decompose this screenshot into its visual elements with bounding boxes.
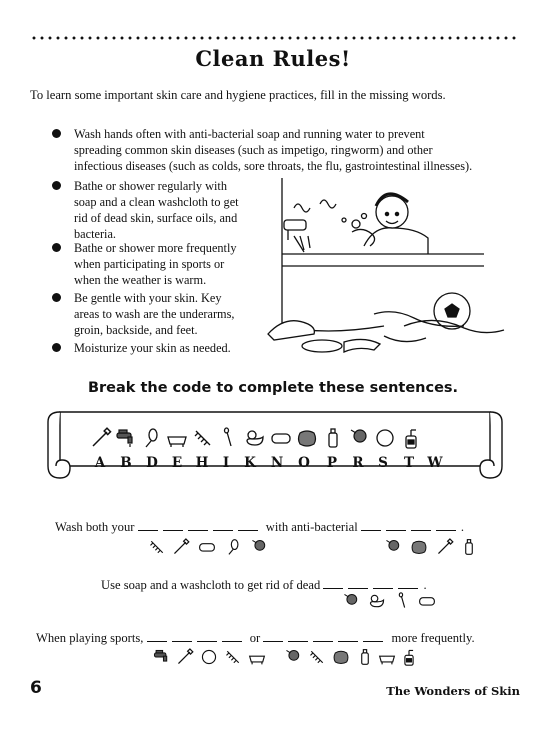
code-letter: I — [222, 455, 230, 471]
comb-icon — [192, 427, 214, 449]
rubber-duck-icon — [368, 592, 386, 610]
sentence-text: Use soap and a washcloth to get rid of dead — [101, 578, 321, 592]
shampoo-bottle-icon — [322, 427, 344, 449]
sentence-text: . — [460, 520, 465, 534]
bullet-line: spreading common skin diseases (such as impetigo, ringworm) and other — [74, 143, 433, 157]
bullet-line: when the weather is warm. — [74, 273, 207, 287]
code-letter: W — [427, 455, 443, 471]
toothbrush-icon — [436, 538, 454, 556]
answer-blank[interactable] — [411, 520, 431, 531]
bathtub-icon — [166, 427, 188, 449]
answer-blank[interactable] — [163, 520, 183, 531]
answer-blank[interactable] — [363, 631, 383, 642]
comb-icon — [148, 538, 166, 556]
answer-blank[interactable] — [138, 520, 158, 531]
answer-blank[interactable] — [188, 520, 208, 531]
soap-bar-icon — [198, 538, 216, 556]
code-letter: R — [352, 455, 364, 471]
code-letter: N — [270, 455, 284, 471]
shower-head-icon — [250, 538, 268, 556]
shower-head-icon — [348, 427, 370, 449]
bullet-dot — [52, 293, 61, 302]
answer-blank[interactable] — [436, 520, 456, 531]
answer-blank[interactable] — [348, 578, 368, 589]
sentence-2 — [101, 578, 427, 593]
faucet-icon — [152, 648, 170, 666]
sponge-icon — [332, 648, 350, 666]
sponge-icon — [296, 427, 318, 449]
intro-text: To learn some important skin care and hygiene practices, fill in the missing words. — [30, 88, 446, 102]
pump-bottle-icon — [400, 648, 418, 666]
sentence-text: When playing sports, — [36, 631, 144, 645]
bullet-line: areas to wash are the underarms, — [74, 307, 235, 321]
answer-blank[interactable] — [197, 631, 217, 642]
answer-blank[interactable] — [147, 631, 167, 642]
page-number: 6 — [30, 678, 42, 698]
bullet-line: Be gentle with your skin. Key — [74, 291, 222, 305]
comb-icon — [308, 648, 326, 666]
sentence-text: . — [423, 578, 427, 592]
code-letter: E — [171, 455, 183, 471]
shampoo-bottle-icon — [460, 538, 478, 556]
bullet-line: bacteria. — [74, 227, 116, 241]
bullet-dot — [52, 129, 61, 138]
sponge-icon — [410, 538, 428, 556]
bathtub-icon — [378, 648, 396, 666]
bullet-line: Moisturize your skin as needed. — [74, 341, 231, 355]
code-letter: A — [94, 455, 106, 471]
sentence-3 — [36, 631, 475, 646]
sentence-text: Wash both your — [55, 520, 135, 534]
code-letter: K — [244, 455, 256, 471]
bullet-line: Bathe or shower more frequently — [74, 241, 237, 255]
bath-bead-icon — [200, 648, 218, 666]
answer-blank[interactable] — [386, 520, 406, 531]
bullet-line: Wash hands often with anti-bacterial soap and running water to prevent — [74, 127, 425, 141]
code-letter: O — [298, 455, 310, 471]
toothbrush-icon — [172, 538, 190, 556]
bullet-line: infectious diseases (such as colds, sore throats, the flu, gastrointestinal illnesses). — [74, 159, 473, 173]
sentence-text: more frequently. — [391, 631, 475, 645]
toothbrush-icon — [176, 648, 194, 666]
code-letter: B — [120, 455, 132, 471]
sentence-text: with anti-bacterial — [265, 520, 358, 534]
bullet-line: rid of dead skin, surface oils, and — [74, 211, 238, 225]
scrub-brush-icon — [224, 538, 242, 556]
cotton-swab-icon — [394, 592, 412, 610]
bullet-dot — [52, 343, 61, 352]
page-title: Clean Rules! — [195, 46, 351, 71]
answer-blank[interactable] — [172, 631, 192, 642]
bathtub-icon — [248, 648, 266, 666]
answer-blank[interactable] — [288, 631, 308, 642]
answer-blank[interactable] — [338, 631, 358, 642]
bullet-line: soap and a clean washcloth to get — [74, 195, 239, 209]
answer-blank[interactable] — [263, 631, 283, 642]
toothbrush-icon — [90, 427, 112, 449]
footer-title: The Wonders of Skin — [386, 684, 520, 698]
bullet-line: groin, backside, and feet. — [74, 323, 198, 337]
answer-blank[interactable] — [361, 520, 381, 531]
answer-blank[interactable] — [213, 520, 233, 531]
bullet-line: Bathe or shower regularly with — [74, 179, 227, 193]
answer-blank[interactable] — [222, 631, 242, 642]
shower-head-icon — [342, 592, 360, 610]
faucet-icon — [114, 427, 136, 449]
soap-bar-icon — [418, 592, 436, 610]
sentence-1 — [55, 520, 464, 535]
sentence-text: or — [249, 631, 261, 645]
answer-blank[interactable] — [313, 631, 333, 642]
comb-icon — [224, 648, 242, 666]
code-letter: T — [403, 455, 415, 471]
shower-head-icon — [384, 538, 402, 556]
dotted-rule — [30, 36, 520, 40]
bath-bead-icon — [374, 427, 396, 449]
code-letter: P — [326, 455, 338, 471]
cotton-swab-icon — [218, 427, 240, 449]
shower-head-icon — [284, 648, 302, 666]
soap-bar-icon — [270, 427, 292, 449]
code-letter: H — [195, 455, 209, 471]
answer-blank[interactable] — [373, 578, 393, 589]
answer-blank[interactable] — [238, 520, 258, 531]
code-letter: D — [146, 455, 158, 471]
rubber-duck-icon — [244, 427, 266, 449]
code-letter: S — [378, 455, 388, 471]
bullet-dot — [52, 243, 61, 252]
pump-bottle-icon — [400, 427, 422, 449]
code-heading: Break the code to complete these sentences. — [87, 380, 459, 396]
answer-blank[interactable] — [323, 578, 343, 589]
bathing-child-illustration — [264, 176, 520, 372]
answer-blank[interactable] — [398, 578, 418, 589]
shampoo-bottle-icon — [356, 648, 374, 666]
scrub-brush-icon — [140, 427, 162, 449]
bullet-line: when participating in sports or — [74, 257, 225, 271]
bullet-dot — [52, 181, 61, 190]
